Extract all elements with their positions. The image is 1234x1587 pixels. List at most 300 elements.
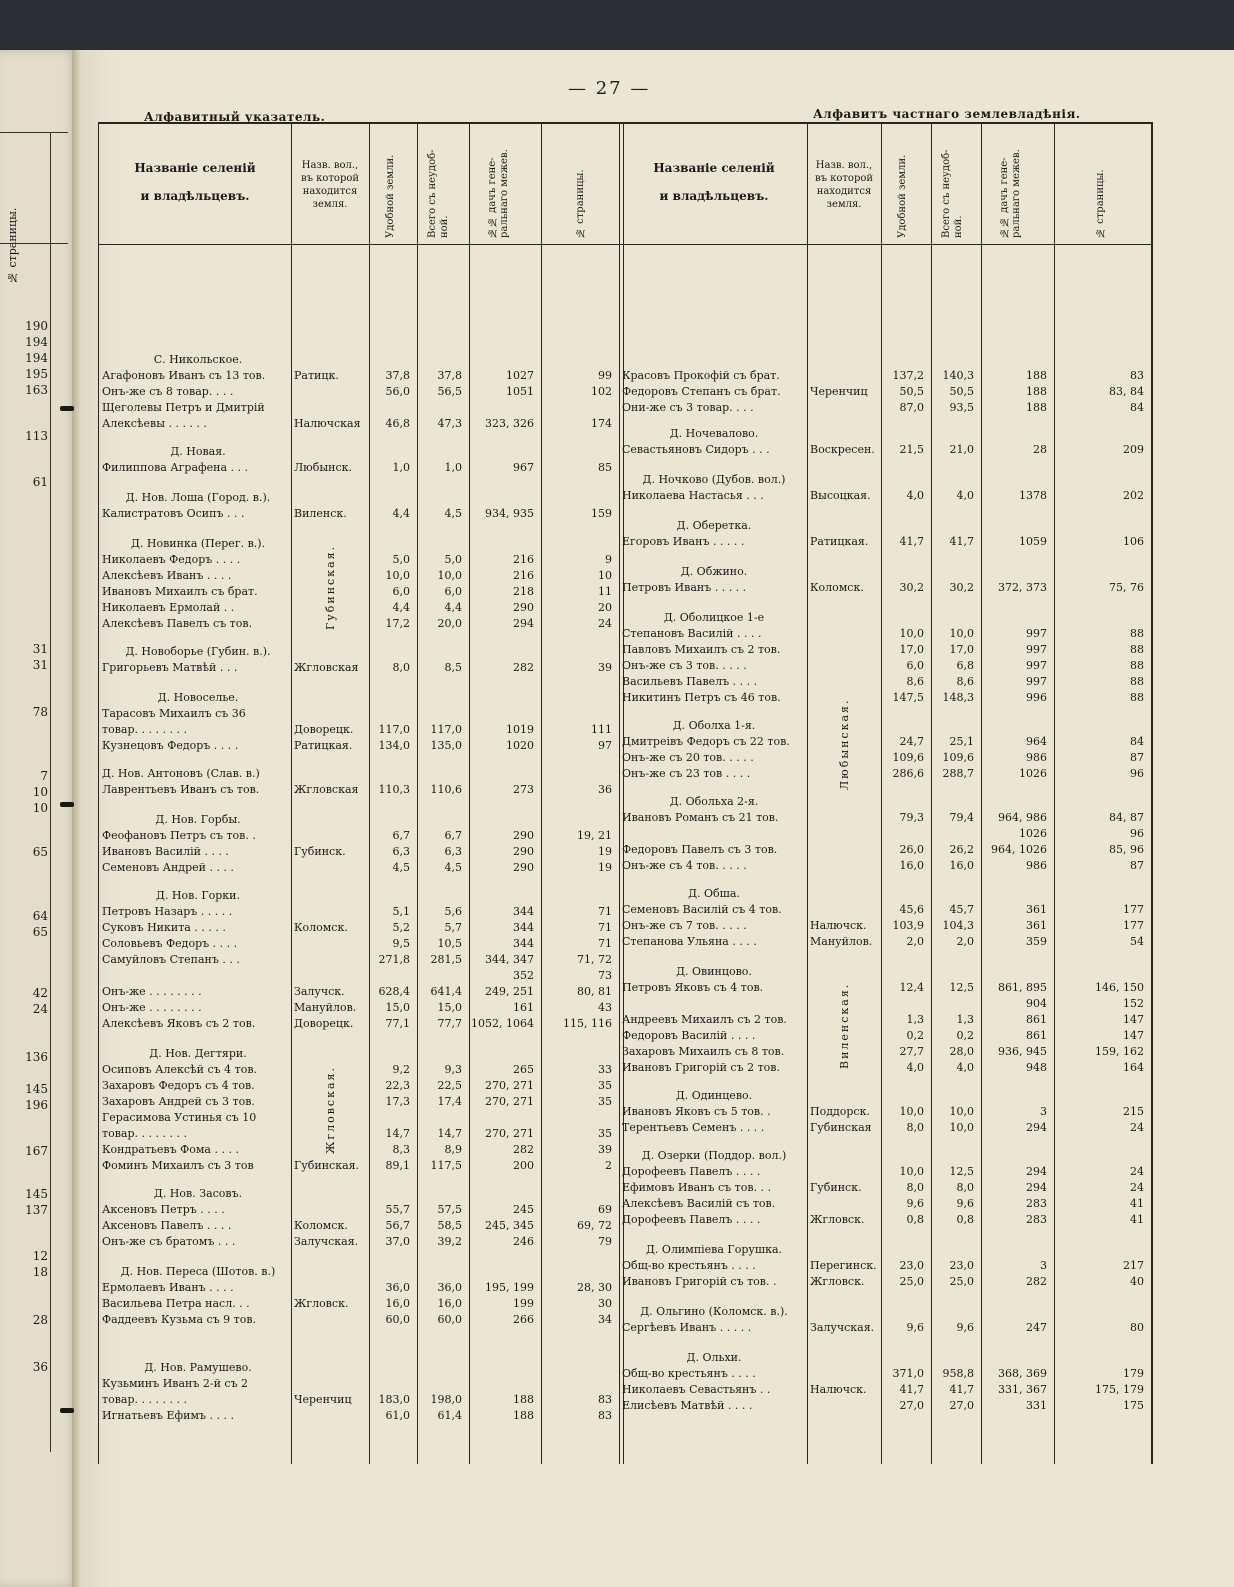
settlement-title: Д. Ночевалово. bbox=[669, 427, 759, 440]
table-row bbox=[98, 1382, 1150, 1398]
volost-name: Перегинск. bbox=[810, 1259, 877, 1272]
page-reference: 84, 87 bbox=[1109, 811, 1144, 824]
settlement-title: Д. Нов. Горбы. bbox=[155, 813, 241, 826]
page-reference: 159 bbox=[591, 507, 612, 520]
left-page-number: 7 bbox=[40, 769, 48, 783]
owner-name: Осиповъ Алексѣй съ 4 тов. bbox=[102, 1063, 258, 1076]
page-reference: 71 bbox=[598, 921, 612, 934]
settlement-title: Д. Новая. bbox=[170, 445, 226, 458]
page-reference: 39 bbox=[598, 1143, 612, 1156]
survey-plot-numbers: 1026 bbox=[1019, 767, 1047, 780]
volost-name: Мануйлов. bbox=[810, 935, 873, 948]
survey-plot-numbers: 964 bbox=[1026, 735, 1047, 748]
page-reference: 11 bbox=[598, 585, 612, 598]
total-land: 21,0 bbox=[949, 443, 974, 456]
owner-name: Онъ-же съ братомъ . . . bbox=[102, 1235, 236, 1248]
owner-name: Онъ-же съ 20 тов. . . . . bbox=[622, 751, 754, 764]
owner-name: Игнатьевъ Ефимъ . . . . bbox=[102, 1409, 235, 1422]
arable-land: 117,0 bbox=[378, 723, 410, 736]
left-page-number: 18 bbox=[32, 1265, 48, 1279]
page-number: — 27 — bbox=[568, 78, 651, 99]
total-land: 6,7 bbox=[444, 829, 462, 842]
left-page-margin bbox=[0, 50, 78, 1587]
survey-plot-numbers: 331 bbox=[1026, 1399, 1047, 1412]
arable-land: 10,0 bbox=[899, 1165, 924, 1178]
table-row bbox=[98, 858, 1150, 874]
table-row bbox=[98, 1028, 1150, 1044]
arable-land: 30,2 bbox=[899, 581, 924, 594]
survey-plot-numbers: 273 bbox=[513, 783, 534, 796]
page-reference: 69, 72 bbox=[577, 1219, 612, 1232]
survey-plot-numbers: 290 bbox=[513, 601, 534, 614]
page-reference: 83 bbox=[598, 1409, 612, 1422]
total-land: 0,8 bbox=[956, 1213, 974, 1226]
owner-name: Щеголевы Петръ и Дмитрій bbox=[102, 401, 265, 414]
left-page-top-rule bbox=[0, 132, 68, 133]
left-page-number: 137 bbox=[25, 1203, 48, 1217]
header-volost-line: Назв. вол., bbox=[301, 160, 359, 171]
settlement-title: Д. Новоселье. bbox=[157, 691, 239, 704]
table-row bbox=[98, 842, 1150, 858]
page-reference: 19, 21 bbox=[577, 829, 612, 842]
table-row bbox=[98, 384, 1150, 400]
settlement-title: Д. Обольха 2-я. bbox=[669, 795, 759, 808]
left-page-number: 64 bbox=[32, 909, 48, 923]
page-reference: 28, 30 bbox=[577, 1281, 612, 1294]
settlement-title: Д. Оберетка. bbox=[676, 519, 752, 532]
owner-name: Петровъ Назаръ . . . . . bbox=[102, 905, 233, 918]
left-page-number: 145 bbox=[25, 1082, 48, 1096]
owner-name: Феофановъ Петръ съ тов. . bbox=[102, 829, 256, 842]
volost-name: Налючск. bbox=[810, 1383, 867, 1396]
total-land: 28,0 bbox=[949, 1045, 974, 1058]
left-page-number: 24 bbox=[32, 1002, 48, 1016]
owner-name: Семеновъ Андрей . . . . bbox=[102, 861, 234, 874]
volost-name: Мануйлов. bbox=[294, 1001, 357, 1014]
left-page-number: 61 bbox=[32, 475, 48, 489]
arable-land: 27,0 bbox=[899, 1399, 924, 1412]
survey-plot-numbers: 997 bbox=[1026, 659, 1047, 672]
page-reference: 97 bbox=[598, 739, 612, 752]
arable-land: 36,0 bbox=[385, 1281, 410, 1294]
survey-plot-numbers: 344 bbox=[513, 905, 534, 918]
arable-land: 6,0 bbox=[906, 659, 924, 672]
table-row bbox=[98, 734, 1150, 750]
survey-plot-numbers: 265 bbox=[513, 1063, 534, 1076]
owner-name: Дорофеевъ Павелъ . . . . bbox=[622, 1213, 761, 1226]
owner-name: Андреевъ Михаилъ съ 2 тов. bbox=[622, 1013, 787, 1026]
arable-land: 23,0 bbox=[899, 1259, 924, 1272]
survey-plot-numbers: 246 bbox=[513, 1235, 534, 1248]
total-land: 117,5 bbox=[430, 1159, 462, 1172]
owner-name: Ивановъ Василій . . . . bbox=[102, 845, 229, 858]
page-reference: 84 bbox=[1130, 735, 1144, 748]
total-land: 77,7 bbox=[437, 1017, 462, 1030]
page-reference: 106 bbox=[1123, 535, 1144, 548]
survey-plot-numbers: 247 bbox=[1026, 1321, 1047, 1334]
total-land: 10,0 bbox=[949, 627, 974, 640]
survey-plot-numbers: 861, 895 bbox=[998, 981, 1047, 994]
arable-land: 8,0 bbox=[906, 1181, 924, 1194]
total-land: 140,3 bbox=[942, 369, 974, 382]
left-page-number: 194 bbox=[25, 335, 48, 349]
page-reference: 20 bbox=[598, 601, 612, 614]
survey-plot-numbers: 188 bbox=[513, 1409, 534, 1422]
arable-land: 41,7 bbox=[899, 1383, 924, 1396]
left-page-header-rule bbox=[0, 243, 68, 244]
total-land: 30,2 bbox=[949, 581, 974, 594]
settlement-title: Д. Нов. Рамушево. bbox=[144, 1361, 252, 1374]
survey-plot-numbers: 294 bbox=[1026, 1121, 1047, 1134]
page-reference: 71 bbox=[598, 937, 612, 950]
total-land: 1,3 bbox=[956, 1013, 974, 1026]
owner-name: Калистратовъ Осипъ . . . bbox=[102, 507, 245, 520]
owner-name: Васильевъ Павелъ . . . . bbox=[622, 675, 758, 688]
table-row bbox=[98, 1212, 1150, 1228]
table-row bbox=[98, 1148, 1150, 1164]
total-land: 14,7 bbox=[437, 1127, 462, 1140]
total-land: 8,5 bbox=[444, 661, 462, 674]
page-reference: 96 bbox=[1130, 767, 1144, 780]
arable-land: 26,0 bbox=[899, 843, 924, 856]
page-reference: 69 bbox=[598, 1203, 612, 1216]
arable-land: 22,3 bbox=[385, 1079, 410, 1092]
arable-land: 15,0 bbox=[385, 1001, 410, 1014]
header-volost-line: земля. bbox=[312, 199, 348, 210]
header-name-line: Названіе селеній bbox=[134, 161, 256, 175]
left-page-number: 36 bbox=[32, 1360, 48, 1374]
total-land: 45,7 bbox=[949, 903, 974, 916]
survey-plot-numbers: 1020 bbox=[506, 739, 534, 752]
survey-plot-numbers: 967 bbox=[513, 461, 534, 474]
page-reference: 209 bbox=[1123, 443, 1144, 456]
table-row bbox=[98, 642, 1150, 658]
page-reference: 83, 84 bbox=[1109, 385, 1144, 398]
survey-plot-numbers: 3 bbox=[1040, 1259, 1047, 1272]
arable-land: 137,2 bbox=[892, 369, 924, 382]
arable-land: 5,0 bbox=[392, 553, 410, 566]
arable-land: 37,0 bbox=[385, 1235, 410, 1248]
owner-name: товар. . . . . . . . bbox=[102, 1393, 187, 1406]
survey-plot-numbers: 1051 bbox=[506, 385, 534, 398]
page-reference: 152 bbox=[1123, 997, 1144, 1010]
total-land: 60,0 bbox=[437, 1313, 462, 1326]
owner-name: Захаровъ Михаилъ съ 8 тов. bbox=[622, 1045, 785, 1058]
table-row bbox=[98, 826, 1150, 842]
survey-plot-numbers: 266 bbox=[513, 1313, 534, 1326]
arable-land: 45,6 bbox=[899, 903, 924, 916]
settlement-title: Д. Ночково (Дубов. вол.) bbox=[642, 473, 786, 486]
arable-land: 17,0 bbox=[899, 643, 924, 656]
total-land: 58,5 bbox=[437, 1219, 462, 1232]
owner-name: Николаевъ Ермолай . . bbox=[102, 601, 235, 614]
volost-name: Губинская bbox=[810, 1121, 872, 1134]
owner-name: Герасимова Устинья съ 10 bbox=[102, 1111, 257, 1124]
total-land: 12,5 bbox=[949, 981, 974, 994]
owner-name: Дмитреівъ Федоръ съ 22 тов. bbox=[622, 735, 790, 748]
survey-plot-numbers: 331, 367 bbox=[998, 1383, 1047, 1396]
total-land: 50,5 bbox=[949, 385, 974, 398]
left-page-number: 12 bbox=[32, 1249, 48, 1263]
header-name-line: и владѣльцевъ. bbox=[659, 189, 769, 203]
page-reference: 24 bbox=[598, 617, 612, 630]
owner-name: Севастьяновъ Сидоръ . . . bbox=[622, 443, 770, 456]
page-reference: 177 bbox=[1123, 919, 1144, 932]
survey-plot-numbers: 290 bbox=[513, 861, 534, 874]
arable-land: 4,0 bbox=[906, 489, 924, 502]
survey-plot-numbers: 1027 bbox=[506, 369, 534, 382]
total-land: 148,3 bbox=[942, 691, 974, 704]
survey-plot-numbers: 997 bbox=[1026, 627, 1047, 640]
header-volost-line: въ которой bbox=[300, 173, 360, 184]
total-land: 4,5 bbox=[444, 507, 462, 520]
header-volost-line: Назв. вол., bbox=[815, 160, 873, 171]
header-dachi: №№ дачъ гене-ральнаго межев. bbox=[999, 149, 1022, 238]
header-udob: Удобной земли. bbox=[385, 154, 396, 238]
total-land: 26,2 bbox=[949, 843, 974, 856]
total-land: 22,5 bbox=[437, 1079, 462, 1092]
volost-name: Губинск. bbox=[810, 1181, 862, 1194]
owner-name: Григорьевъ Матвѣй . . . bbox=[102, 661, 238, 674]
table-row bbox=[98, 488, 1150, 504]
table-row bbox=[98, 1104, 1150, 1120]
volost-name: Залучская. bbox=[810, 1321, 875, 1334]
left-page-number: 65 bbox=[32, 925, 48, 939]
arable-land: 77,1 bbox=[385, 1017, 410, 1030]
page-reference: 83 bbox=[598, 1393, 612, 1406]
total-land: 20,0 bbox=[437, 617, 462, 630]
survey-plot-numbers: 28 bbox=[1033, 443, 1047, 456]
owner-name: Алексѣевъ Павелъ съ тов. bbox=[102, 617, 253, 630]
page-reference: 83 bbox=[1130, 369, 1144, 382]
table-row bbox=[98, 1258, 1150, 1274]
arable-land: 56,7 bbox=[385, 1219, 410, 1232]
volost-name: Губинская. bbox=[294, 1159, 360, 1172]
owner-name: Захаровъ Федоръ съ 4 тов. bbox=[102, 1079, 255, 1092]
owner-name: Николаевъ Федоръ . . . . bbox=[102, 553, 241, 566]
table-body bbox=[98, 122, 1150, 1462]
page-reference: 87 bbox=[1130, 859, 1144, 872]
arable-land: 6,3 bbox=[392, 845, 410, 858]
owner-name: Алексѣевъ Василій съ тов. bbox=[622, 1197, 776, 1210]
volost-name: Любынск. bbox=[294, 461, 352, 474]
arable-land: 41,7 bbox=[899, 535, 924, 548]
page-reference: 177 bbox=[1123, 903, 1144, 916]
page-reference: 54 bbox=[1130, 935, 1144, 948]
survey-plot-numbers: 934, 935 bbox=[485, 507, 534, 520]
table-row bbox=[98, 580, 1150, 596]
arable-land: 17,2 bbox=[385, 617, 410, 630]
settlement-title: Д. Нов. Лоша (Город. в.). bbox=[125, 491, 271, 504]
owner-name: Суковъ Никита . . . . . bbox=[102, 921, 226, 934]
survey-plot-numbers: 964, 1026 bbox=[991, 843, 1047, 856]
owner-name: Они-же съ 3 товар. . . . bbox=[622, 401, 754, 414]
page-reference: 73 bbox=[598, 969, 612, 982]
arable-land: 4,0 bbox=[906, 1061, 924, 1074]
settlement-title: Д. Нов. Горки. bbox=[156, 889, 240, 902]
header-dachi: №№ дачъ гене-ральнаго межев. bbox=[487, 149, 510, 238]
table-row bbox=[98, 1196, 1150, 1212]
owner-name: Ивановъ Григорій съ тов. . bbox=[622, 1275, 777, 1288]
table-row bbox=[98, 810, 1150, 826]
survey-plot-numbers: 245 bbox=[513, 1203, 534, 1216]
left-page-column-line bbox=[50, 132, 51, 1452]
survey-plot-numbers: 1378 bbox=[1019, 489, 1047, 502]
page-reference: 174 bbox=[591, 417, 612, 430]
page-reference: 43 bbox=[598, 1001, 612, 1014]
settlement-title: Д. Новоборье (Губин. в.). bbox=[125, 645, 271, 658]
arable-land: 87,0 bbox=[899, 401, 924, 414]
total-land: 281,5 bbox=[430, 953, 462, 966]
arable-land: 8,3 bbox=[392, 1143, 410, 1156]
survey-plot-numbers: 161 bbox=[513, 1001, 534, 1014]
table-row bbox=[98, 690, 1150, 706]
arable-land: 9,6 bbox=[906, 1321, 924, 1334]
survey-plot-numbers: 195, 199 bbox=[485, 1281, 534, 1294]
table-row bbox=[98, 750, 1150, 766]
page-reference: 10 bbox=[598, 569, 612, 582]
total-land: 79,4 bbox=[949, 811, 974, 824]
arable-land: 46,8 bbox=[385, 417, 410, 430]
page-reference: 88 bbox=[1130, 691, 1144, 704]
total-land: 10,0 bbox=[949, 1105, 974, 1118]
survey-plot-numbers: 188 bbox=[513, 1393, 534, 1406]
arable-land: 8,0 bbox=[906, 1121, 924, 1134]
owner-name: Алексѣевъ Иванъ . . . . bbox=[102, 569, 232, 582]
table-row bbox=[98, 626, 1150, 642]
page-spine bbox=[72, 50, 82, 1587]
settlement-title: Д. Ольхи. bbox=[686, 1351, 742, 1364]
survey-plot-numbers: 249, 251 bbox=[485, 985, 534, 998]
page-reference: 24 bbox=[1130, 1181, 1144, 1194]
survey-plot-numbers: 294 bbox=[513, 617, 534, 630]
owner-name: Сергѣевъ Иванъ . . . . . bbox=[622, 1321, 752, 1334]
header-vsego: Всего съ неудоб-ной. bbox=[427, 149, 450, 238]
total-land: 5,0 bbox=[444, 553, 462, 566]
page-reference: 39 bbox=[598, 661, 612, 674]
survey-plot-numbers: 352 bbox=[513, 969, 534, 982]
total-land: 10,5 bbox=[437, 937, 462, 950]
owner-name: Павловъ Михаилъ съ 2 тов. bbox=[622, 643, 781, 656]
arable-land: 56,0 bbox=[385, 385, 410, 398]
running-header-left: Алфавитный указатель. bbox=[144, 110, 326, 124]
arable-land: 60,0 bbox=[385, 1313, 410, 1326]
page-reference: 36 bbox=[598, 783, 612, 796]
owner-name: Степанова Ульяна . . . . bbox=[622, 935, 757, 948]
arable-land: 9,2 bbox=[392, 1063, 410, 1076]
arable-land: 4,5 bbox=[392, 861, 410, 874]
table-row bbox=[98, 1242, 1150, 1258]
table-row bbox=[98, 886, 1150, 902]
survey-plot-numbers: 216 bbox=[513, 553, 534, 566]
owner-name: Самуйловъ Степанъ . . . bbox=[102, 953, 240, 966]
left-page-number: 113 bbox=[25, 429, 48, 443]
owner-name: Фоминъ Михаилъ съ 3 тов bbox=[102, 1159, 254, 1172]
arable-land: 1,0 bbox=[392, 461, 410, 474]
header-volost-line: въ которой bbox=[814, 173, 874, 184]
arable-land: 89,1 bbox=[385, 1159, 410, 1172]
volost-name: Ратицк. bbox=[294, 369, 339, 382]
page-reference: 215 bbox=[1123, 1105, 1144, 1118]
volost-vertical-label: Любынская. bbox=[838, 698, 851, 790]
page-reference: 41 bbox=[1130, 1213, 1144, 1226]
volost-vertical-label: Губинская. bbox=[324, 544, 337, 630]
page-reference: 30 bbox=[598, 1297, 612, 1310]
survey-plot-numbers: 188 bbox=[1026, 401, 1047, 414]
page-reference: 33 bbox=[598, 1063, 612, 1076]
owner-name: Ивановъ Романъ съ 21 тов. bbox=[622, 811, 779, 824]
page-reference: 159, 162 bbox=[1095, 1045, 1144, 1058]
owner-name: Кузьминъ Иванъ 2-й съ 2 bbox=[102, 1377, 249, 1390]
survey-plot-numbers: 359 bbox=[1026, 935, 1047, 948]
table-row bbox=[98, 368, 1150, 384]
total-land: 16,0 bbox=[949, 859, 974, 872]
page-reference: 84 bbox=[1130, 401, 1144, 414]
total-land: 9,3 bbox=[444, 1063, 462, 1076]
total-land: 8,6 bbox=[956, 675, 974, 688]
survey-plot-numbers: 282 bbox=[513, 1143, 534, 1156]
owner-name: Агафоновъ Иванъ съ 13 тов. bbox=[102, 369, 266, 382]
owner-name: Никитинъ Петръ съ 46 тов. bbox=[622, 691, 781, 704]
arable-land: 37,8 bbox=[385, 369, 410, 382]
arable-land: 24,7 bbox=[899, 735, 924, 748]
settlement-title: Д. Нов. Переса (Шотов. в.) bbox=[120, 1265, 276, 1278]
arable-land: 147,5 bbox=[892, 691, 924, 704]
total-land: 10,0 bbox=[949, 1121, 974, 1134]
owner-name: Онъ-же съ 23 тов . . . . bbox=[622, 767, 751, 780]
left-page-number: 65 bbox=[32, 845, 48, 859]
arable-land: 17,3 bbox=[385, 1095, 410, 1108]
survey-plot-numbers: 270, 271 bbox=[485, 1127, 534, 1140]
volost-name: Залучск. bbox=[294, 985, 345, 998]
arable-land: 5,2 bbox=[392, 921, 410, 934]
total-land: 39,2 bbox=[437, 1235, 462, 1248]
settlement-title: Д. Овинцово. bbox=[676, 965, 752, 978]
volost-name: Жгловск. bbox=[294, 1297, 349, 1310]
arable-land: 6,0 bbox=[392, 585, 410, 598]
owner-name: Петровъ Иванъ . . . . . bbox=[622, 581, 747, 594]
total-land: 9,6 bbox=[956, 1321, 974, 1334]
settlement-title: Д. Одинцево. bbox=[675, 1089, 753, 1102]
survey-plot-numbers: 294 bbox=[1026, 1181, 1047, 1194]
arable-land: 16,0 bbox=[385, 1297, 410, 1310]
settlement-title: Д. Оболха 1-я. bbox=[672, 719, 756, 732]
total-land: 4,0 bbox=[956, 489, 974, 502]
arable-land: 2,0 bbox=[906, 935, 924, 948]
survey-plot-numbers: 986 bbox=[1026, 859, 1047, 872]
total-land: 4,5 bbox=[444, 861, 462, 874]
owner-name: Фаддеевъ Кузьма съ 9 тов. bbox=[102, 1313, 257, 1326]
header-page: № страницы. bbox=[1095, 169, 1106, 238]
owner-name: Красовъ Прокофій съ брат. bbox=[622, 369, 780, 382]
arable-land: 0,2 bbox=[906, 1029, 924, 1042]
survey-plot-numbers: 996 bbox=[1026, 691, 1047, 704]
owner-name: Д. Нов. Антоновъ (Слав. в.) bbox=[102, 767, 260, 780]
total-land: 8,9 bbox=[444, 1143, 462, 1156]
left-page-number: 42 bbox=[32, 986, 48, 1000]
left-page-number: 167 bbox=[25, 1144, 48, 1158]
owner-name: Онъ-же . . . . . . . . bbox=[102, 985, 202, 998]
owner-name: Кондратьевъ Фома . . . . bbox=[102, 1143, 239, 1156]
volost-name: Поддорск. bbox=[810, 1105, 870, 1118]
survey-plot-numbers: 282 bbox=[1026, 1275, 1047, 1288]
volost-name: Коломск. bbox=[294, 1219, 348, 1232]
table-row bbox=[98, 1304, 1150, 1320]
survey-plot-numbers: 861 bbox=[1026, 1013, 1047, 1026]
page-reference: 24 bbox=[1130, 1165, 1144, 1178]
total-land: 1,0 bbox=[444, 461, 462, 474]
volost-name: Жгловск. bbox=[810, 1275, 865, 1288]
